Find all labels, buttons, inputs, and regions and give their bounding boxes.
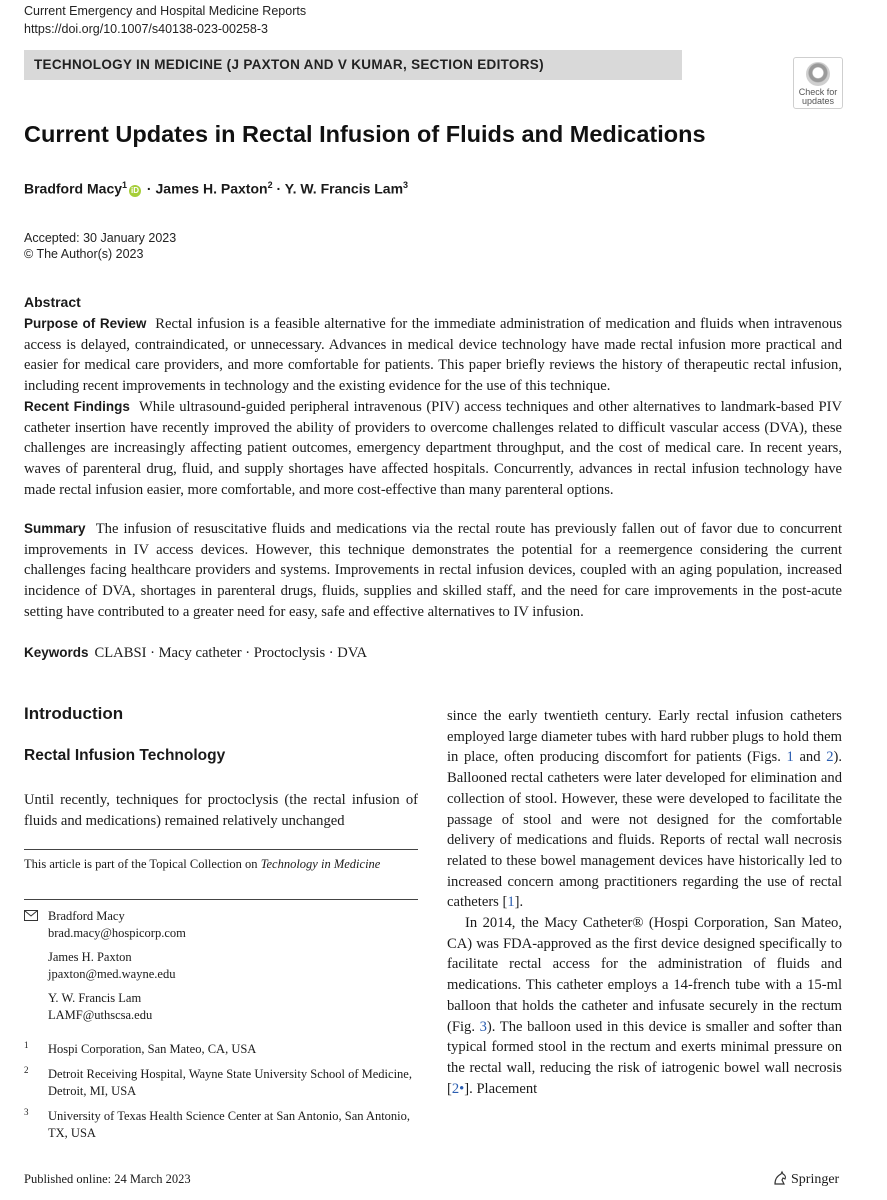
reference-link[interactable]: 2• [451, 1080, 465, 1097]
contact-entry [24, 949, 418, 983]
body-text: In 2014, the Macy Catheter® (Hospi Corporation, San Mateo, CA) was FDA-approved as the first device designed specifically to facilitate rectal access for the administration of fluids and medications. This catheter employs a 14-french tube with a 15-ml balloon that holds the catheter and infusate securely in the rectum (Fig. [447, 915, 842, 1035]
doi-link[interactable]: https://doi.org/10.1007/s40138-023-00258-3 [24, 22, 268, 36]
figure-link[interactable]: 2 [826, 749, 834, 766]
author-affil-sup: 3 [403, 180, 409, 190]
footnote-divider [24, 849, 418, 850]
affiliation-text: University of Texas Health Science Center at San Antonio, San Antonio, TX, USA [48, 1109, 411, 1140]
check-updates-line2: updates [801, 96, 835, 106]
affiliation-text: Hospi Corporation, San Mateo, CA, USA [48, 1042, 257, 1056]
body-paragraph [447, 706, 842, 913]
abstract-purpose [24, 314, 842, 397]
topical-collection-note [24, 856, 418, 873]
figure-link[interactable]: 3 [479, 1018, 487, 1035]
affiliation-text: Detroit Receiving Hospital, Wayne State University School of Medicine, Detroit, MI, USA [48, 1067, 412, 1098]
publisher-name: Springer [791, 1172, 840, 1187]
author-affil-sup: 2 [267, 180, 273, 190]
author-name: Y. W. Francis Lam [284, 180, 404, 197]
abstract-text: Rectal infusion is a feasible alternative for the immediate administration of medication and fluids when intravenous access is delayed, contraindicated, or unnecessary. Advances in medical device technology have made rectal infusion more practical and easier for medical care providers, and more comfortable for patients. This paper briefly reviews the history of therapeutic rectal infusion, including recent improvements in technology and the existing evidence for the use of this technique. [24, 316, 842, 395]
contact-email[interactable]: LAMF@uthscsa.edu [48, 1008, 153, 1022]
reference-link[interactable]: 1 [507, 894, 515, 911]
abstract-text: While ultrasound-guided peripheral intravenous (PIV) access techniques and other alternatives to landmark-based PIV catheter insertion have recently improved the ability of providers to overcome challenges related to difficult vascular access (DVA), these challenges are increasingly affecting patient outcomes, emergency department throughput, and the cost of medical care. In recent years, waves of parenteral drug, fluid, and supply shortages have affected hospitals. Concurrently, advances in rectal infusion technology have made rectal infusion easier, more comfortable, and more cost-effective than many parenteral options. [24, 399, 843, 498]
journal-name: Current Emergency and Hospital Medicine Reports [24, 4, 307, 18]
contact-entry [24, 990, 418, 1024]
affiliation-number: 2 [24, 1065, 29, 1075]
article-title: Current Updates in Rectal Infusion of Fluids and Medications [24, 121, 706, 147]
check-updates-line1: Check for [798, 87, 838, 97]
intro-paragraph: Until recently, techniques for proctoclysis (the rectal infusion of fluids and medications) remained relatively unchanged [24, 792, 418, 829]
introduction-heading: Introduction [24, 704, 124, 723]
section-banner: TECHNOLOGY IN MEDICINE (J PAXTON AND V KUMAR, SECTION EDITORS) [24, 50, 682, 80]
affiliation-number: 3 [24, 1107, 29, 1117]
right-column [447, 706, 842, 1099]
author-separator: · [143, 180, 156, 197]
copyright-line: © The Author(s) 2023 [24, 247, 144, 261]
body-text: and [793, 749, 827, 766]
check-for-updates-badge[interactable] [793, 57, 843, 109]
springer-horse-icon [772, 1170, 788, 1186]
figure-link[interactable]: 1 [786, 749, 794, 766]
envelope-icon [24, 910, 38, 921]
abstract-label: Summary [24, 521, 86, 536]
body-text: ). The balloon used in this device is smaller and softer than typical formed stool in the rectum and exerts minimal pressure on the rectal wall, reducing the risk of iatrogenic bowel wall necrosis [ [447, 1018, 843, 1097]
abstract-text: The infusion of resuscitative fluids and medications via the rectal route has previously fallen out of favor due to concurrent improvements in IV access devices. However, this technique demonstrates the potential for a reemergence considering the current challenges facing healthcare providers and systems. Improvements in rectal infusion devices, coupled with an aging population, increased incidence of DVA, shortages in parenteral drugs, fluids, supplies and skilled staff, and the need for care improvements in the post-acute setting have contributed to a greater need for easy, safe and effective alternatives to IV infusion. [24, 521, 843, 620]
contact-email[interactable]: jpaxton@med.wayne.edu [48, 967, 176, 981]
collection-name: Technology in Medicine [260, 857, 381, 871]
footnote-divider [24, 899, 418, 900]
keywords-text: CLABSI · Macy catheter · Proctoclysis · DVA [94, 645, 368, 661]
author-name: James H. Paxton [155, 180, 268, 197]
abstract-label: Recent Findings [24, 399, 130, 414]
published-date: Published online: 24 March 2023 [24, 1172, 191, 1186]
abstract-findings [24, 397, 842, 501]
contact-entry [24, 908, 418, 942]
abstract-summary [24, 519, 842, 623]
keywords [24, 645, 367, 662]
contact-name: Y. W. Francis Lam [48, 991, 142, 1005]
accepted-date: Accepted: 30 January 2023 [24, 231, 177, 245]
author-affil-sup: 1 [122, 180, 128, 190]
contact-email[interactable]: brad.macy@hospicorp.com [48, 926, 186, 940]
keywords-label: Keywords [24, 645, 89, 660]
body-text: since the early twentieth century. Early rectal infusion catheters employed large diameter tubes with hard rubber plugs to hold them in place, often producing discomfort for patients (Figs. [447, 708, 842, 766]
abstract-label: Purpose of Review [24, 316, 147, 331]
abstract-heading: Abstract [24, 294, 81, 310]
body-text: ). Ballooned rectal catheters were later developed for elimination and collection of stool. However, these were developed to facilitate the passage of stool and were not designed for the comfortable delivery of medications and fluids. Reports of rectal wall necrosis related to these bowel management devices have historically led to increased concern among practitioners regarding the use of rectal catheters [ [447, 749, 842, 911]
body-text: ]. Placement [464, 1080, 538, 1097]
affiliation-number: 1 [24, 1040, 29, 1050]
contact-name: Bradford Macy [48, 909, 125, 923]
check-updates-icon [806, 62, 830, 86]
subsection-heading: Rectal Infusion Technology [24, 747, 226, 764]
author-name: Bradford Macy [24, 180, 123, 197]
author-list [24, 180, 408, 197]
orcid-icon[interactable]: iD [131, 185, 140, 195]
collection-prefix: This article is part of the Topical Collection on [24, 857, 261, 871]
contact-name: James H. Paxton [48, 950, 132, 964]
body-text: ]. [514, 894, 524, 911]
body-paragraph [447, 913, 842, 1099]
author-separator: · [272, 180, 285, 197]
publisher-logo[interactable] [772, 1170, 839, 1188]
